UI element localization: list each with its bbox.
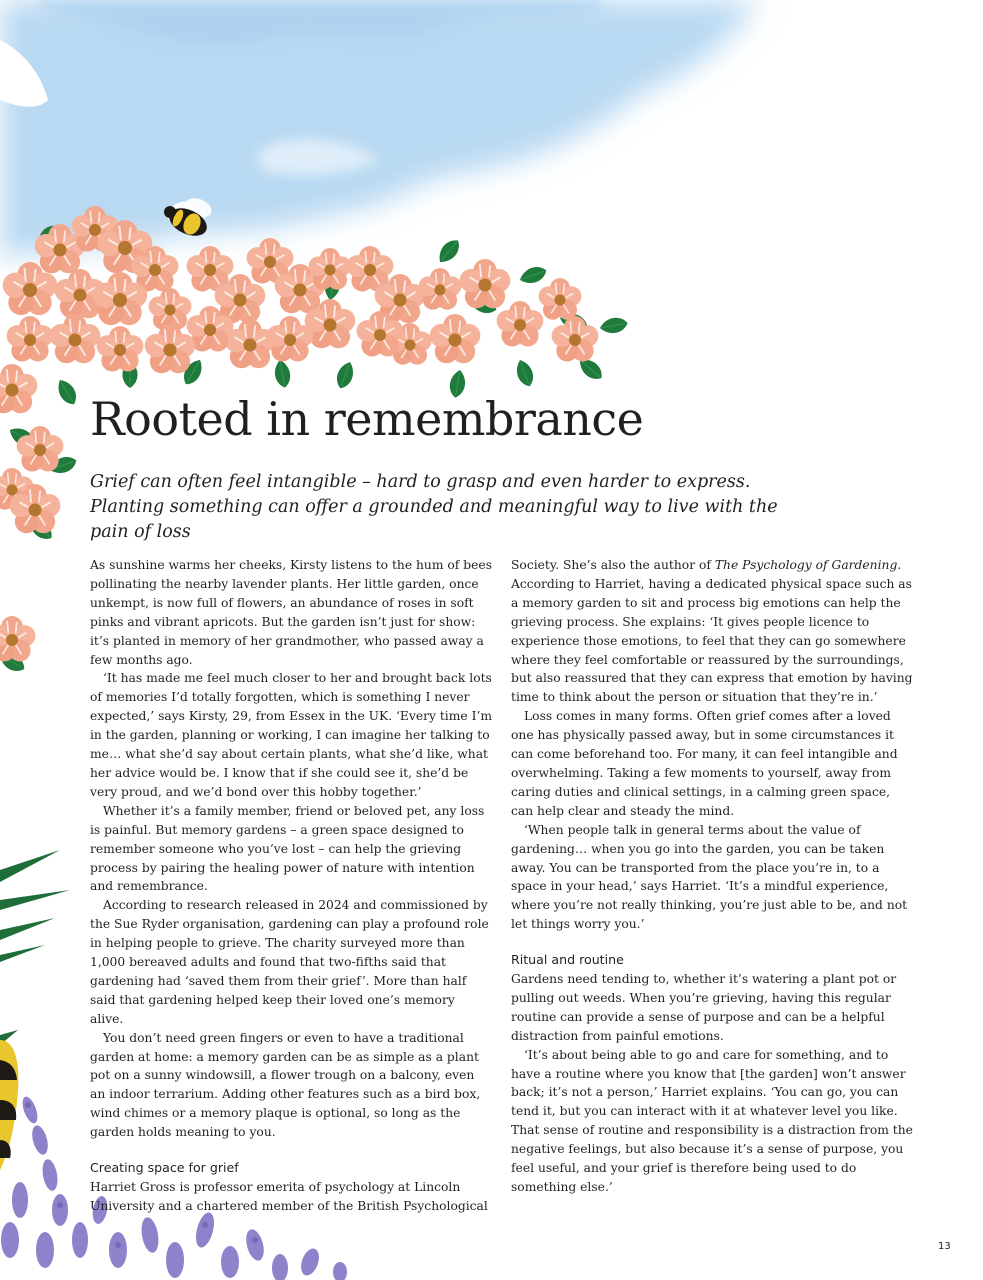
article-title: Rooted in remembrance — [90, 392, 644, 446]
body-paragraph — [511, 556, 913, 707]
body-paragraph: ‘It has made me feel much closer to her and brought back lots of memories I’d totally forgotten, which is something I never expected,’ says Kirsty, 29, from Essex in the UK. ‘Every time I’m in the garden, planning or working, I can imagine her talking to me… what she’d say about certain plants, what she’d like, what her advice would be. I know that if she could see it, she’d be very proud, and we’d bond over this hobby together.’ — [90, 671, 493, 799]
body-paragraph: ‘When people talk in general terms about the value of gardening… when you go into the garden, you can be taken away. You can be transported from the place you’re in, to a space in your head,’ says Harriet. ‘It’s a mindful experience, where you’re not really thinking, you’re just able to be, and not let things worry you.’ — [511, 822, 908, 932]
body-paragraph: Gardens need tending to, whether it’s watering a plant pot or pulling out weeds. When you’re grieving, having this regular routine can provide a sense of purpose and can be a helpful distraction from painful emotions. — [511, 972, 897, 1043]
body-paragraph: According to research released in 2024 and commissioned by the Sue Ryder organisation, gardening can play a profound role in helping people to grieve. The charity surveyed more than 1,000 bereaved adults and found that two-fifths said that gardening had ‘saved them from their grief’. More than half said that gardening helped keep their loved one’s memory alive. — [90, 898, 489, 1026]
body-paragraph: Whether it’s a family member, friend or beloved pet, any loss is painful. But memory gardens – a green space designed to remember someone who you’ve lost – can help the grieving process by pairing the healing power of nature with intention and remembrance. — [90, 803, 485, 894]
standfirst: Grief can often feel intangible – hard to grasp and even harder to express. Planting something can offer a grounded and meaningful way to live with the pain of loss — [90, 472, 778, 542]
continuation-text: According to Harriet, having a dedicated physical space such as a memory garden to sit and process big emotions can help the grieving process. She explains: ‘It gives people licence to experience those emotions, to feel that they can go somewhere where they feel comfortable or reassured by the surroundings, but also reassured that they can express that emotion by having time to think about the person or situation that they’re in.’ — [511, 576, 913, 705]
page-number: 13 — [938, 1241, 951, 1252]
right-column — [511, 556, 913, 1197]
section-heading-creating-space: Creating space for grief — [90, 1160, 239, 1176]
left-column — [90, 556, 492, 1216]
continuation-text: Society. She’s also the author of — [511, 558, 715, 572]
body-paragraph: As sunshine warms her cheeks, Kirsty listens to the hum of bees pollinating the nearby lavender plants. Her little garden, once unkempt, is now full of flowers, an abundance of roses in soft pinks and vibrant apricots. But the garden isn’t just for show: it’s planted in memory of her grandmother, who passed away a few months ago. — [90, 558, 493, 667]
body-paragraph: ‘It’s about being able to go and care for something, and to have a routine where you know that [the garden] won’t answer back; it’s not a person,’ Harriet explains. ‘You can go, you can tend it, but you can interact with it at whatever level you like. That sense of routine and responsibility is a distraction from the negative feelings, but also because it’s a sense of purpose, you feel useful, and your grief is therefore being used to do something else.’ — [511, 1047, 913, 1194]
section-heading-ritual-routine: Ritual and routine — [511, 952, 624, 968]
book-title: The Psychology of Gardening. — [714, 558, 902, 572]
grass — [0, 850, 70, 1045]
body-paragraph: Loss comes in many forms. Often grief comes after a loved one has physically passed away, but in some circumstances it can come beforehand too. For many, it can feel intangible and overwhelming. Taking a few moments to yourself, away from caring duties and clinical settings, in a calming green space, can help clear and steady the mind. — [511, 709, 898, 818]
body-paragraph: You don’t need green fingers or even to have a traditional garden at home: a memory garden can be as simple as a plant pot on a sunny windowsill, a flower trough on a balcony, even an indoor terrarium. Adding other features such as a bird box, wind chimes or a memory plaque is optional, so long as the garden holds meaning to you. — [90, 1030, 481, 1140]
large-bee — [0, 1040, 18, 1170]
body-paragraph: Harriet Gross is professor emerita of psychology at Lincoln University and a chartered member of the British Psychological — [90, 1180, 488, 1213]
